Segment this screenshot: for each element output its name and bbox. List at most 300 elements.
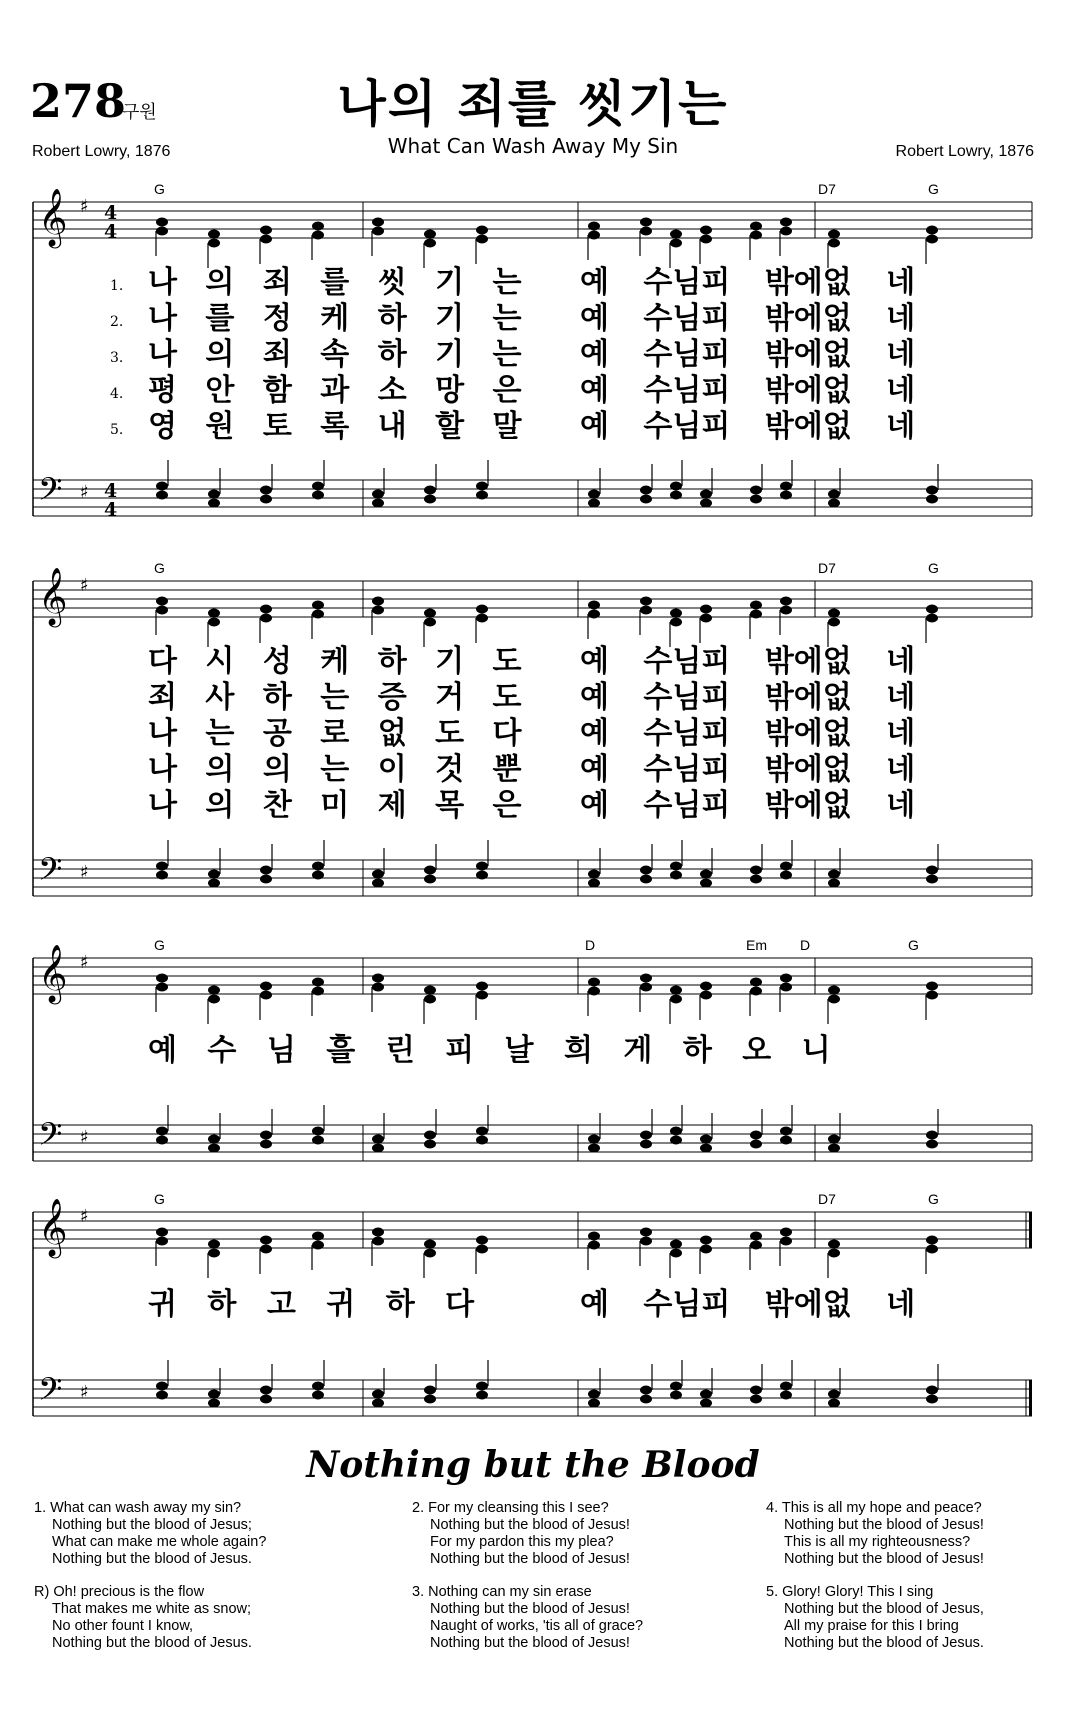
note-head	[260, 1131, 272, 1140]
note-head	[260, 1395, 272, 1404]
note-head	[424, 230, 436, 239]
note-head	[208, 1399, 220, 1408]
note-head	[476, 235, 488, 244]
note-head	[260, 495, 272, 504]
sharp-icon: ♯	[80, 575, 89, 596]
note-head	[208, 1135, 220, 1144]
bass-clef-icon: 𝄢	[38, 1371, 63, 1415]
note-head	[312, 1382, 324, 1391]
note-head	[208, 1249, 220, 1258]
note-head	[208, 499, 220, 508]
note-head	[372, 227, 384, 236]
note-head	[700, 1135, 712, 1144]
lyric-line: 나 를 정 케 하 기 는	[148, 301, 522, 336]
note-head	[312, 482, 324, 491]
note-head	[926, 495, 938, 504]
note-head	[312, 1127, 324, 1136]
lyric-line: 다 시 성 케 하 기 도	[148, 644, 522, 679]
english-line: 2. For my cleansing this I see?	[412, 1500, 609, 1516]
note-head	[750, 1395, 762, 1404]
note-head	[260, 982, 272, 991]
english-line: Nothing but the blood of Jesus,	[784, 1601, 984, 1617]
note-head	[640, 1395, 652, 1404]
note-head	[926, 1131, 938, 1140]
note-head	[208, 879, 220, 888]
note-head	[670, 609, 682, 618]
english-verse-1	[34, 1500, 266, 1568]
note-head	[828, 1399, 840, 1408]
note-head	[156, 1382, 168, 1391]
final-barline	[1029, 1380, 1032, 1416]
final-barline	[1029, 1212, 1032, 1248]
note-head	[700, 614, 712, 623]
lyric-line: 죄 사 하 는 증 거 도	[148, 680, 522, 715]
note-head	[828, 1240, 840, 1249]
note-head	[750, 231, 762, 240]
english-line: 4. This is all my hope and peace?	[766, 1500, 982, 1516]
note-head	[424, 1131, 436, 1140]
english-line: Nothing but the blood of Jesus!	[430, 1517, 630, 1533]
note-head	[208, 1240, 220, 1249]
note-head	[750, 222, 762, 231]
note-head	[640, 875, 652, 884]
note-head	[670, 239, 682, 248]
lyric-line-refrain: 예 수 님 흘 린 피 날 희 게 하 오 니	[148, 1033, 831, 1068]
english-line: Nothing but the blood of Jesus.	[52, 1635, 252, 1651]
note-head	[476, 1136, 488, 1145]
note-head	[700, 991, 712, 1000]
note-head	[828, 618, 840, 627]
note-head	[208, 870, 220, 879]
note-head	[372, 490, 384, 499]
verse-number: 4.	[110, 386, 124, 402]
note-head	[260, 235, 272, 244]
lyric-line: 예 수님피 밖에없 네	[580, 301, 916, 336]
english-verse-4	[766, 1500, 984, 1568]
english-line: Nothing but the blood of Jesus!	[784, 1517, 984, 1533]
note-head	[476, 1236, 488, 1245]
note-head	[926, 1245, 938, 1254]
note-head	[700, 879, 712, 888]
note-head	[424, 618, 436, 627]
note-head	[750, 1140, 762, 1149]
note-head	[424, 866, 436, 875]
lyric-line: 나 의 죄 속 하 기 는	[148, 337, 522, 372]
note-head	[588, 978, 600, 987]
sharp-icon: ♯	[80, 952, 89, 973]
note-head	[700, 1236, 712, 1245]
english-verse-5	[766, 1584, 984, 1652]
note-head	[780, 862, 792, 871]
note-head	[700, 605, 712, 614]
note-head	[588, 601, 600, 610]
verse-number: 1.	[110, 278, 124, 294]
english-line: Nothing but the blood of Jesus.	[52, 1551, 252, 1567]
lyric-line: 예 수님피 밖에없 네	[580, 680, 916, 715]
note-head	[640, 227, 652, 236]
note-head	[670, 1391, 682, 1400]
english-line: For my pardon this my plea?	[430, 1534, 614, 1550]
english-title: Nothing but the Blood	[306, 1444, 760, 1486]
time-signature: 4	[104, 480, 118, 502]
note-head	[588, 1390, 600, 1399]
note-head	[670, 995, 682, 1004]
note-head	[588, 879, 600, 888]
lyric-line: 영 원 토 록 내 할 말	[148, 409, 522, 444]
note-head	[750, 495, 762, 504]
english-line: Nothing but the blood of Jesus;	[52, 1517, 252, 1533]
lyric-line: 나 의 찬 미 제 목 은	[148, 788, 522, 823]
note-head	[700, 235, 712, 244]
note-head	[828, 1390, 840, 1399]
note-head	[312, 1232, 324, 1241]
note-head	[260, 486, 272, 495]
note-head	[588, 1144, 600, 1153]
note-head	[780, 606, 792, 615]
note-head	[476, 614, 488, 623]
english-verse-3	[412, 1584, 643, 1652]
note-head	[372, 1390, 384, 1399]
note-head	[372, 870, 384, 879]
note-head	[424, 1249, 436, 1258]
note-head	[588, 231, 600, 240]
note-head	[476, 982, 488, 991]
note-head	[670, 491, 682, 500]
note-head	[424, 486, 436, 495]
note-head	[926, 875, 938, 884]
note-head	[588, 1232, 600, 1241]
note-head	[640, 606, 652, 615]
note-head	[260, 991, 272, 1000]
note-head	[312, 987, 324, 996]
note-head	[424, 239, 436, 248]
treble-clef-icon: 𝄞	[38, 567, 68, 625]
note-head	[670, 1136, 682, 1145]
verse-number: 3.	[110, 350, 124, 366]
note-head	[372, 218, 384, 227]
note-head	[156, 1228, 168, 1237]
note-head	[780, 1391, 792, 1400]
note-head	[588, 1399, 600, 1408]
note-head	[670, 1240, 682, 1249]
note-head	[670, 1249, 682, 1258]
note-head	[476, 871, 488, 880]
note-head	[156, 983, 168, 992]
note-head	[476, 1382, 488, 1391]
lyric-line: 예 수님피 밖에없 네	[580, 337, 916, 372]
note-head	[926, 486, 938, 495]
note-head	[588, 870, 600, 879]
english-verse-2	[412, 1500, 630, 1568]
note-head	[700, 870, 712, 879]
note-head	[640, 974, 652, 983]
lyric-line: 예 수님피 밖에없 네	[580, 1287, 916, 1322]
note-head	[372, 1237, 384, 1246]
note-head	[926, 235, 938, 244]
note-head	[670, 986, 682, 995]
note-head	[780, 871, 792, 880]
note-head	[926, 605, 938, 614]
time-signature: 4	[104, 202, 118, 224]
note-head	[312, 1136, 324, 1145]
sharp-icon: ♯	[80, 1382, 89, 1403]
chord-g: G	[154, 560, 165, 576]
english-line: R) Oh! precious is the flow	[34, 1584, 205, 1600]
sharp-icon: ♯	[80, 1127, 89, 1148]
note-head	[700, 1390, 712, 1399]
note-head	[588, 490, 600, 499]
chord-d7: D7	[818, 560, 836, 576]
note-head	[926, 614, 938, 623]
note-head	[208, 986, 220, 995]
note-head	[780, 1237, 792, 1246]
treble-clef-icon: 𝄞	[38, 1198, 68, 1256]
lyric-line: 나 의 죄 를 씻 기 는	[148, 265, 522, 300]
note-head	[670, 618, 682, 627]
note-head	[424, 1140, 436, 1149]
note-head	[750, 987, 762, 996]
title-english: What Can Wash Away My Sin	[387, 134, 679, 158]
note-head	[780, 983, 792, 992]
note-head	[828, 995, 840, 1004]
note-head	[476, 1391, 488, 1400]
lyric-line: 예 수님피 밖에없 네	[580, 265, 916, 300]
note-head	[670, 871, 682, 880]
note-head	[156, 597, 168, 606]
note-head	[828, 1249, 840, 1258]
english-line: 3. Nothing can my sin erase	[412, 1584, 592, 1600]
note-head	[424, 1240, 436, 1249]
note-head	[208, 490, 220, 499]
note-head	[372, 974, 384, 983]
note-head	[476, 226, 488, 235]
chord-d7: D7	[818, 181, 836, 197]
note-head	[156, 1391, 168, 1400]
note-head	[156, 1136, 168, 1145]
note-head	[312, 1391, 324, 1400]
note-head	[750, 1232, 762, 1241]
note-head	[588, 222, 600, 231]
note-head	[372, 1399, 384, 1408]
note-head	[156, 491, 168, 500]
note-head	[208, 609, 220, 618]
note-head	[476, 991, 488, 1000]
english-line: Nothing but the blood of Jesus!	[430, 1551, 630, 1567]
lyric-line: 예 수님피 밖에없 네	[580, 788, 916, 823]
bass-clef-icon: 𝄢	[38, 471, 63, 515]
note-head	[312, 491, 324, 500]
note-head	[926, 866, 938, 875]
note-head	[640, 486, 652, 495]
note-head	[640, 218, 652, 227]
note-head	[476, 482, 488, 491]
note-head	[828, 879, 840, 888]
chord-g: G	[928, 181, 939, 197]
note-head	[260, 1140, 272, 1149]
note-head	[750, 1386, 762, 1395]
note-head	[312, 222, 324, 231]
note-head	[700, 226, 712, 235]
note-head	[372, 1144, 384, 1153]
note-head	[156, 1237, 168, 1246]
note-head	[828, 1135, 840, 1144]
time-signature: 4	[104, 499, 118, 521]
note-head	[156, 227, 168, 236]
note-head	[588, 499, 600, 508]
note-head	[750, 1241, 762, 1250]
note-head	[208, 1390, 220, 1399]
note-head	[312, 231, 324, 240]
note-head	[312, 601, 324, 610]
english-line: 5. Glory! Glory! This I sing	[766, 1584, 934, 1600]
bass-clef-icon: 𝄢	[38, 851, 63, 895]
lyric-line: 예 수님피 밖에없 네	[580, 716, 916, 751]
chord-g: G	[908, 937, 919, 953]
note-head	[372, 606, 384, 615]
chord-em: Em	[746, 937, 767, 953]
note-head	[750, 1131, 762, 1140]
english-line: That makes me white as snow;	[52, 1601, 252, 1617]
note-head	[780, 482, 792, 491]
lyric-line: 평 안 함 과 소 망 은	[148, 373, 522, 408]
note-head	[926, 226, 938, 235]
note-head	[640, 495, 652, 504]
note-head	[588, 610, 600, 619]
note-head	[208, 995, 220, 1004]
composer-right: Robert Lowry, 1876	[895, 143, 1034, 160]
chord-g: G	[928, 1191, 939, 1207]
note-head	[828, 986, 840, 995]
note-head	[312, 610, 324, 619]
note-head	[156, 974, 168, 983]
note-head	[208, 239, 220, 248]
note-head	[780, 1228, 792, 1237]
note-head	[312, 1241, 324, 1250]
note-head	[750, 486, 762, 495]
note-head	[700, 1399, 712, 1408]
english-line: All my praise for this I bring	[784, 1618, 959, 1634]
note-head	[424, 995, 436, 1004]
english-refrain	[34, 1584, 252, 1652]
note-head	[588, 1241, 600, 1250]
english-line: No other fount I know,	[52, 1618, 194, 1634]
note-head	[372, 983, 384, 992]
note-head	[640, 1228, 652, 1237]
note-head	[312, 862, 324, 871]
chord-g: G	[154, 937, 165, 953]
note-head	[372, 1228, 384, 1237]
note-head	[424, 609, 436, 618]
sharp-icon: ♯	[80, 1206, 89, 1227]
note-head	[750, 978, 762, 987]
note-head	[372, 499, 384, 508]
note-head	[424, 1395, 436, 1404]
note-head	[750, 875, 762, 884]
note-head	[828, 1144, 840, 1153]
note-head	[640, 1140, 652, 1149]
note-head	[670, 230, 682, 239]
composer-left: Robert Lowry, 1876	[32, 143, 171, 160]
note-head	[260, 605, 272, 614]
note-head	[208, 230, 220, 239]
lyric-line: 예 수님피 밖에없 네	[580, 752, 916, 787]
note-head	[372, 597, 384, 606]
note-head	[700, 490, 712, 499]
chord-g: G	[154, 1191, 165, 1207]
chord-d: D	[800, 937, 811, 953]
lyric-line: 예 수님피 밖에없 네	[580, 373, 916, 408]
lyric-line: 나 의 의 는 이 것 뿐	[148, 752, 522, 787]
note-head	[780, 1136, 792, 1145]
note-head	[670, 1382, 682, 1391]
english-line: What can make me whole again?	[52, 1534, 267, 1550]
note-head	[700, 1245, 712, 1254]
note-head	[372, 879, 384, 888]
note-head	[588, 1135, 600, 1144]
note-head	[780, 1382, 792, 1391]
note-head	[828, 490, 840, 499]
hymn-number: 278	[30, 74, 127, 128]
note-head	[700, 499, 712, 508]
sharp-icon: ♯	[80, 196, 89, 217]
note-head	[156, 1127, 168, 1136]
note-head	[750, 610, 762, 619]
chord-g: G	[154, 181, 165, 197]
note-head	[156, 606, 168, 615]
note-head	[424, 986, 436, 995]
note-head	[476, 862, 488, 871]
note-head	[926, 1386, 938, 1395]
note-head	[780, 227, 792, 236]
note-head	[640, 1237, 652, 1246]
note-head	[208, 618, 220, 627]
note-head	[780, 597, 792, 606]
hymn-category: 구원	[122, 102, 157, 123]
note-head	[828, 239, 840, 248]
note-head	[424, 875, 436, 884]
sharp-icon: ♯	[80, 482, 89, 503]
note-head	[476, 491, 488, 500]
bass-clef-icon: 𝄢	[38, 1116, 63, 1160]
treble-clef-icon: 𝄞	[38, 944, 68, 1002]
note-head	[260, 614, 272, 623]
english-line: Naught of works, 'tis all of grace?	[430, 1618, 644, 1634]
english-line: Nothing but the blood of Jesus.	[784, 1635, 984, 1651]
english-line: 1. What can wash away my sin?	[34, 1500, 242, 1516]
verse-number: 5.	[110, 422, 124, 438]
sharp-icon: ♯	[80, 862, 89, 883]
note-head	[312, 871, 324, 880]
lyric-line: 예 수님피 밖에없 네	[580, 644, 916, 679]
note-head	[750, 866, 762, 875]
note-head	[926, 991, 938, 1000]
english-line: Nothing but the blood of Jesus!	[430, 1601, 630, 1617]
note-head	[312, 978, 324, 987]
note-head	[926, 1236, 938, 1245]
note-head	[670, 862, 682, 871]
note-head	[588, 987, 600, 996]
note-head	[640, 597, 652, 606]
note-head	[926, 982, 938, 991]
english-line: Nothing but the blood of Jesus!	[430, 1635, 630, 1651]
english-line: Nothing but the blood of Jesus!	[784, 1551, 984, 1567]
note-head	[780, 218, 792, 227]
note-head	[700, 1144, 712, 1153]
note-head	[780, 974, 792, 983]
treble-clef-icon: 𝄞	[38, 188, 68, 246]
note-head	[828, 609, 840, 618]
note-head	[260, 875, 272, 884]
